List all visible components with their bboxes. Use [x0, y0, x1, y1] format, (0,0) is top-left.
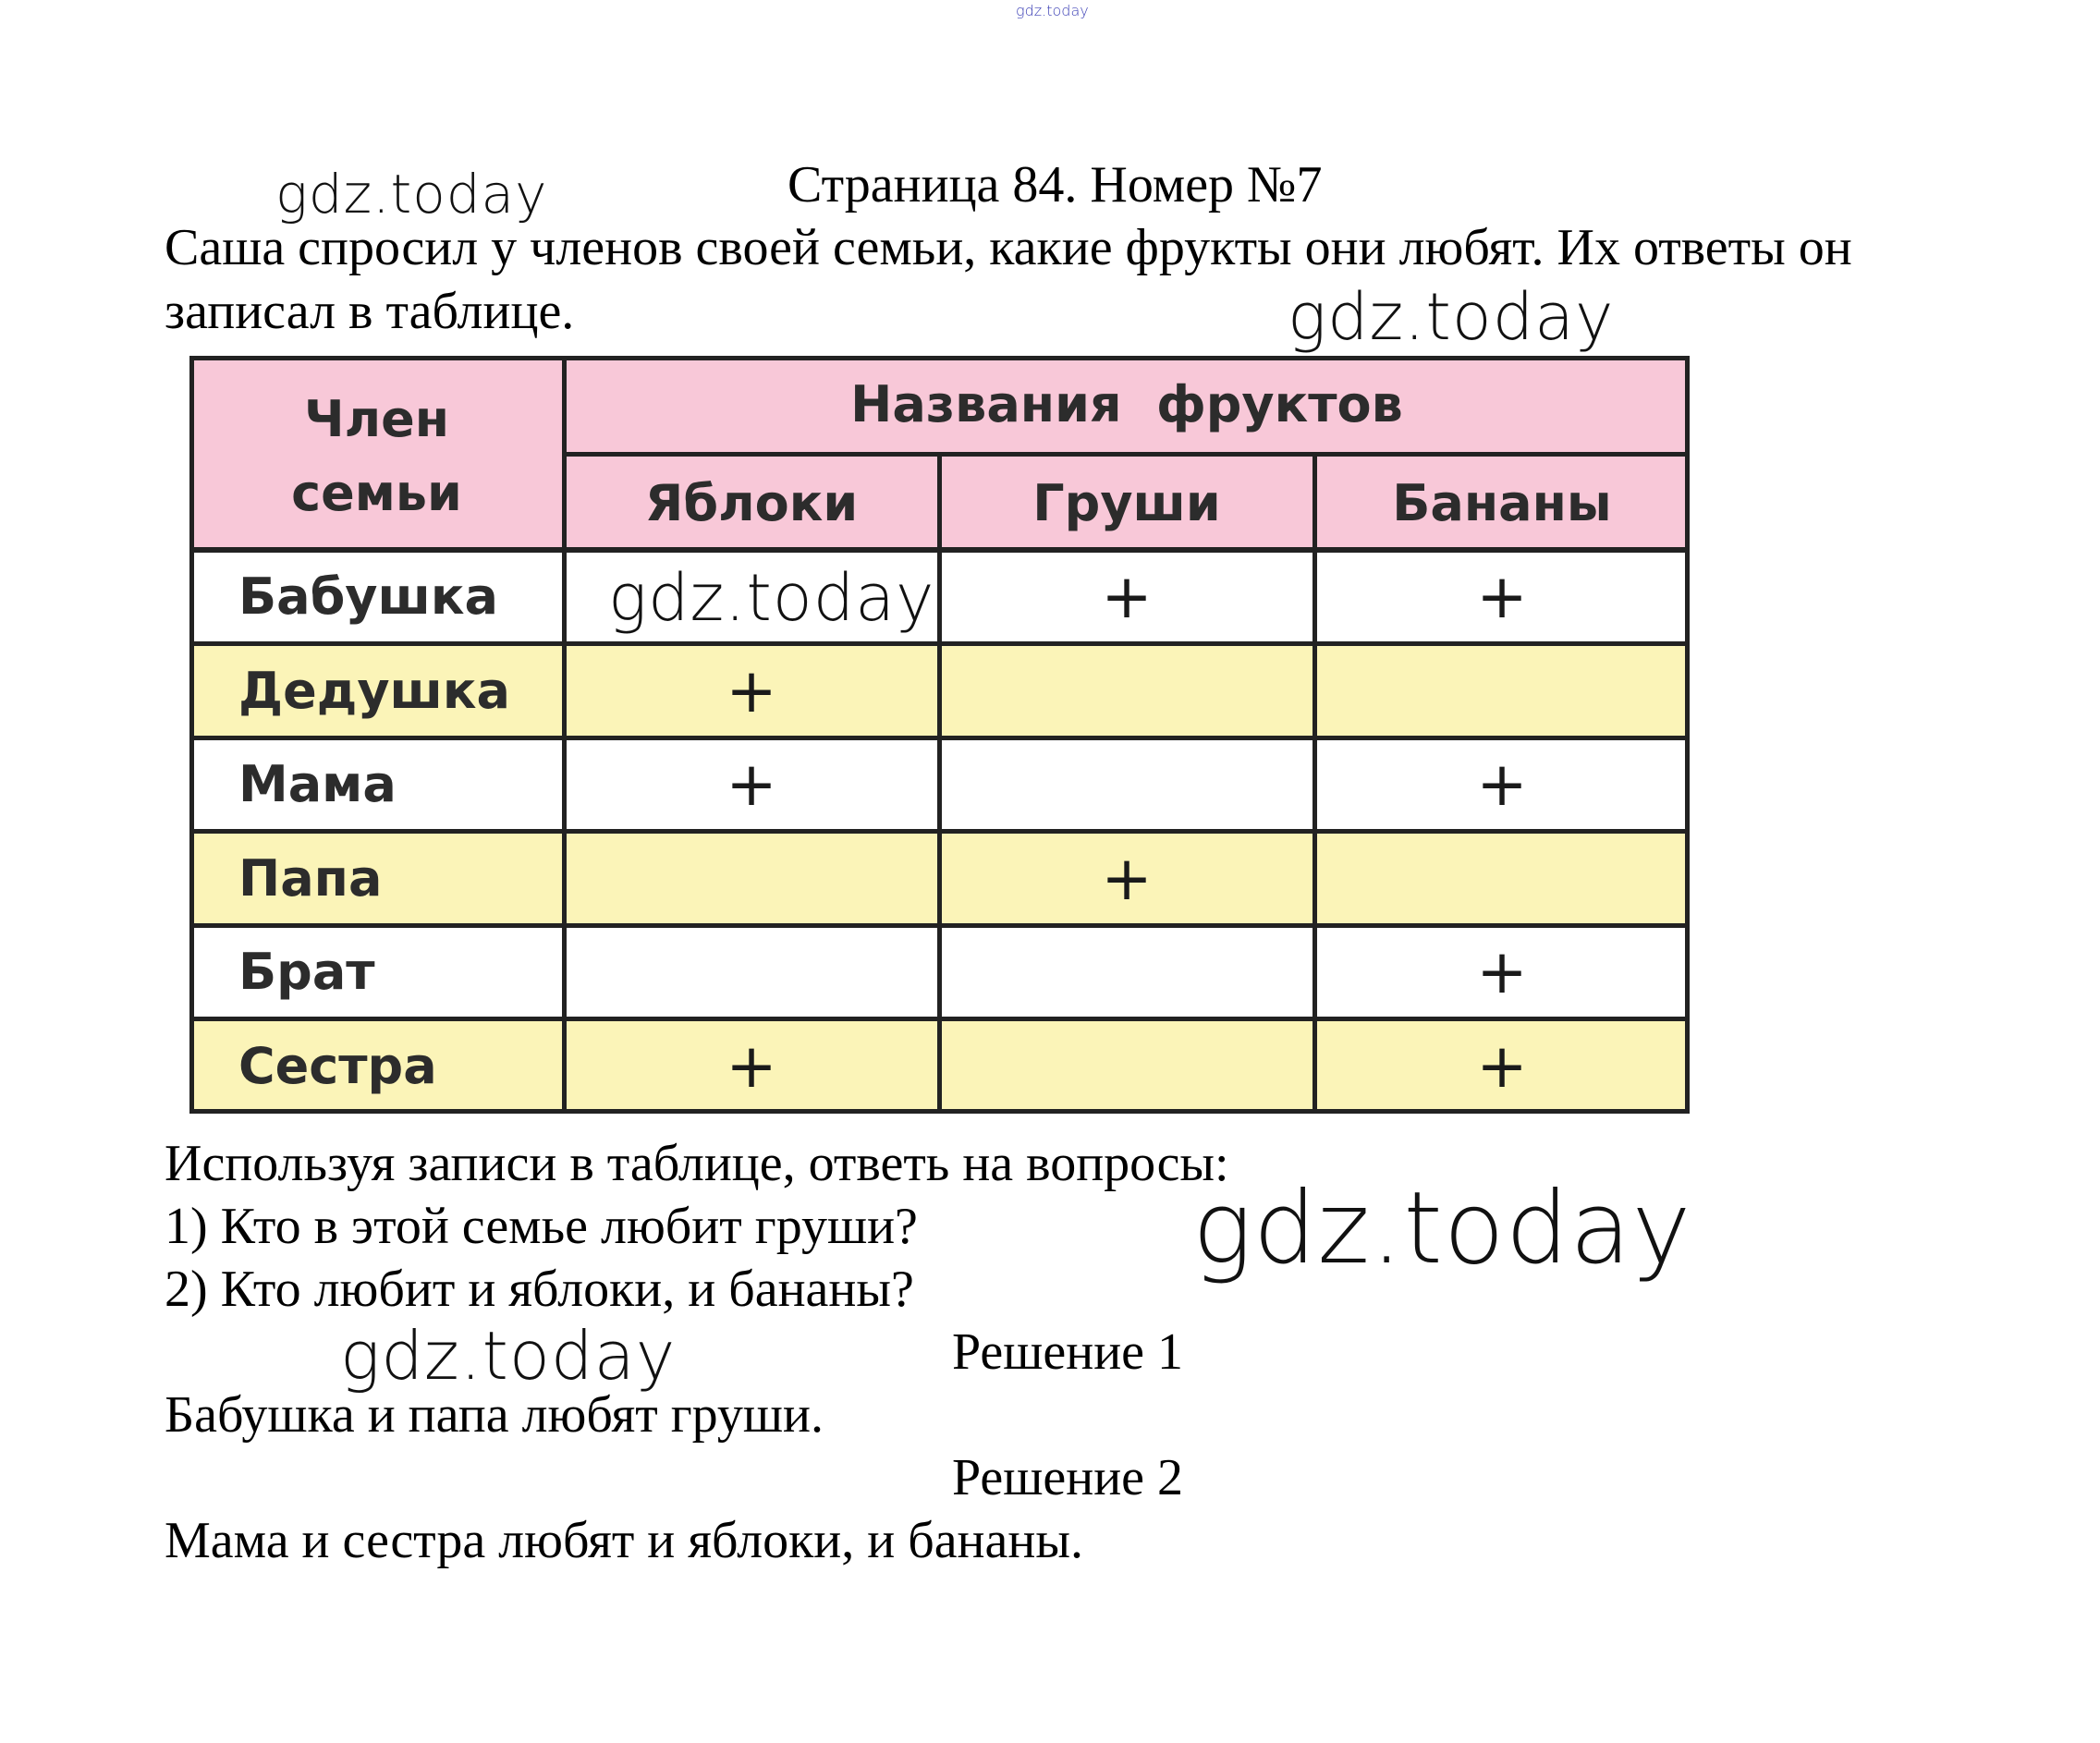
header-fruit-group: Названия фруктов: [850, 375, 1403, 433]
grid-line: [1685, 356, 1690, 1114]
intro-line-1: Саша спросил у членов своей семьи, какие фрукты они любят. Их ответы он: [165, 219, 1852, 276]
solution-2-text: Мама и сестра любят и яблоки, и бананы.: [165, 1512, 1083, 1569]
fruit-table: [189, 356, 1690, 1114]
header-apples: Яблоки: [644, 473, 859, 532]
cell-mark: +: [1101, 842, 1153, 914]
row-name-grandma: Бабушка: [238, 567, 498, 626]
row-name-dad: Папа: [238, 848, 383, 908]
watermark-top: gdz.today: [1016, 2, 1089, 19]
grid-line: [189, 356, 194, 1114]
cell-mark: +: [1476, 936, 1528, 1007]
solution-1-title: Решение 1: [952, 1323, 1184, 1381]
header-pears: Груши: [1032, 473, 1221, 532]
grid-line: [564, 452, 1690, 457]
question-1: 1) Кто в этой семье любит груши?: [165, 1198, 918, 1255]
questions-intro: Используя записи в таблице, ответь на вопросы:: [165, 1135, 1229, 1192]
row-name-sister: Сестра: [238, 1037, 437, 1095]
grid-line: [937, 454, 942, 1114]
cell-mark: +: [1476, 749, 1528, 820]
grid-line: [189, 356, 1690, 360]
watermark-1: gdz.today: [275, 163, 548, 225]
cell-mark: +: [1101, 561, 1153, 632]
page-title: Страница 84. Номер №7: [788, 156, 1323, 213]
solution-2-title: Решение 2: [952, 1449, 1184, 1506]
watermark-4: gdz.today: [1192, 1171, 1692, 1286]
watermark-3: gdz.today: [608, 560, 935, 636]
cell-mark: +: [726, 749, 777, 820]
cell-mark: +: [726, 654, 777, 726]
solution-1-text: Бабушка и папа любят груши.: [165, 1386, 824, 1444]
header-member-line-2: семьи: [291, 463, 462, 522]
row-name-mom: Мама: [238, 755, 397, 813]
cell-mark: +: [726, 1030, 777, 1102]
grid-line: [562, 356, 567, 1114]
watermark-2: gdz.today: [1288, 279, 1615, 355]
row-name-brother: Брат: [238, 943, 375, 1001]
watermark-5: gdz.today: [340, 1317, 677, 1395]
cell-mark: +: [1476, 561, 1528, 632]
question-2: 2) Кто любит и яблоки, и бананы?: [165, 1261, 914, 1318]
header-member-line-1: Член: [303, 389, 450, 448]
cell-mark: +: [1476, 1030, 1528, 1102]
header-bananas: Бананы: [1392, 473, 1612, 532]
grid-line: [1312, 454, 1317, 1114]
intro-line-2: записал в таблице.: [165, 283, 575, 340]
row-name-grandpa: Дедушка: [238, 661, 510, 720]
